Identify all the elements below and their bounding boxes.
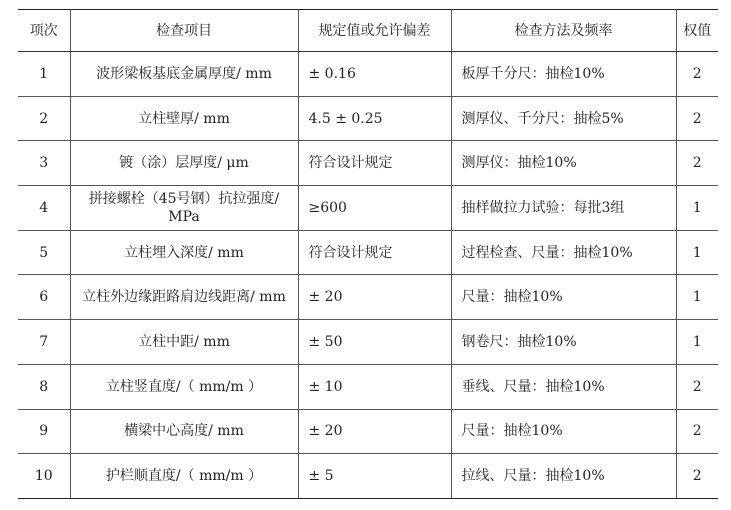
row-number: 4 bbox=[18, 186, 70, 231]
table-row bbox=[18, 52, 718, 97]
row-weight: 1 bbox=[676, 320, 718, 365]
header-weight: 权值 bbox=[676, 10, 718, 52]
header-no: 项次 bbox=[18, 10, 70, 52]
row-value: ± 0.16 bbox=[298, 52, 451, 97]
table-row bbox=[18, 364, 718, 409]
row-value: ± 50 bbox=[298, 320, 451, 365]
row-weight: 2 bbox=[676, 96, 718, 141]
row-value: 符合设计规定 bbox=[298, 141, 451, 186]
row-value: ≥600 bbox=[298, 186, 451, 231]
table-row bbox=[18, 230, 718, 275]
header-value: 规定值或允许偏差 bbox=[298, 10, 451, 52]
row-method: 拉线、尺量：抽检10% bbox=[451, 454, 676, 499]
table-row bbox=[18, 186, 718, 231]
row-number: 8 bbox=[18, 364, 70, 409]
table-row bbox=[18, 141, 718, 186]
inspection-table-container bbox=[18, 9, 718, 499]
row-weight: 2 bbox=[676, 409, 718, 454]
row-number: 2 bbox=[18, 96, 70, 141]
row-weight: 1 bbox=[676, 186, 718, 231]
row-weight: 1 bbox=[676, 230, 718, 275]
row-method: 抽样做拉力试验：每批3组 bbox=[451, 186, 676, 231]
row-method: 尺量：抽检10% bbox=[451, 409, 676, 454]
row-method: 尺量：抽检10% bbox=[451, 275, 676, 320]
row-number: 9 bbox=[18, 409, 70, 454]
row-number: 7 bbox=[18, 320, 70, 365]
row-method: 测厚仪：抽检10% bbox=[451, 141, 676, 186]
table-row bbox=[18, 96, 718, 141]
row-value: ± 5 bbox=[298, 454, 451, 499]
row-number: 5 bbox=[18, 230, 70, 275]
row-method: 钢卷尺：抽检10% bbox=[451, 320, 676, 365]
row-number: 6 bbox=[18, 275, 70, 320]
row-method: 板厚千分尺：抽检10% bbox=[451, 52, 676, 97]
table-row bbox=[18, 275, 718, 320]
row-item: 波形梁板基底金属厚度/ mm bbox=[70, 52, 298, 97]
row-item: 立柱中距/ mm bbox=[70, 320, 298, 365]
header-method: 检查方法及频率 bbox=[451, 10, 676, 52]
row-value: 符合设计规定 bbox=[298, 230, 451, 275]
row-number: 10 bbox=[18, 454, 70, 499]
row-weight: 2 bbox=[676, 454, 718, 499]
row-item: 立柱壁厚/ mm bbox=[70, 96, 298, 141]
row-item: 镀（涂）层厚度/ μm bbox=[70, 141, 298, 186]
row-value: 4.5 ± 0.25 bbox=[298, 96, 451, 141]
row-item: 横梁中心高度/ mm bbox=[70, 409, 298, 454]
row-item: 护栏顺直度/（ mm/m ） bbox=[70, 454, 298, 499]
row-number: 3 bbox=[18, 141, 70, 186]
row-weight: 1 bbox=[676, 275, 718, 320]
row-number: 1 bbox=[18, 52, 70, 97]
row-value: ± 20 bbox=[298, 275, 451, 320]
inspection-table bbox=[18, 9, 718, 499]
row-weight: 2 bbox=[676, 52, 718, 97]
row-value: ± 20 bbox=[298, 409, 451, 454]
row-item: 拼接螺栓（45号钢）抗拉强度/ MPa bbox=[70, 186, 298, 231]
row-item: 立柱埋入深度/ mm bbox=[70, 230, 298, 275]
row-item: 立柱外边缘距路肩边线距离/ mm bbox=[70, 275, 298, 320]
row-method: 测厚仪、千分尺：抽检5% bbox=[451, 96, 676, 141]
row-weight: 2 bbox=[676, 364, 718, 409]
row-weight: 2 bbox=[676, 141, 718, 186]
header-item: 检查项目 bbox=[70, 10, 298, 52]
table-row bbox=[18, 409, 718, 454]
row-value: ± 10 bbox=[298, 364, 451, 409]
row-item: 立柱竖直度/（ mm/m ） bbox=[70, 364, 298, 409]
row-method: 过程检查、尺量：抽检10% bbox=[451, 230, 676, 275]
table-row bbox=[18, 454, 718, 499]
table-header-row bbox=[18, 10, 718, 52]
table-row bbox=[18, 320, 718, 365]
row-method: 垂线、尺量：抽检10% bbox=[451, 364, 676, 409]
